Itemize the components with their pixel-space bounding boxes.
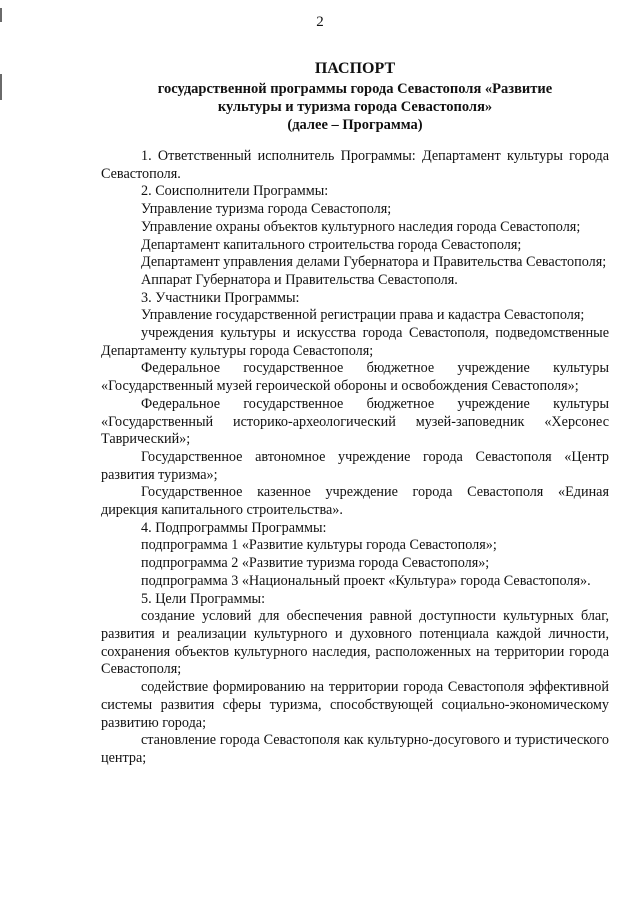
body-paragraph: создание условий для обеспечения равной доступности культурных благ, развития и реализации культурного и духовного потенциала каждой личности, сохранения объектов культурного наследия, расположенных на территории города Севастополя; xyxy=(101,608,609,678)
body-paragraph: учреждения культуры и искусства города Севастополя, подведомственные Департаменту культуры города Севастополя; xyxy=(101,325,609,359)
document-title: ПАСПОРТ xyxy=(314,60,396,77)
section-heading-paragraph: 5. Цели Программы: xyxy=(141,590,266,607)
body-paragraph: подпрограмма 3 «Национальный проект «Культура» города Севастополя». xyxy=(141,572,591,589)
body-paragraph: подпрограмма 1 «Развитие культуры города Севастополя»; xyxy=(141,537,497,554)
section-heading-paragraph: 1. Ответственный исполнитель Программы: Департамент культуры города Севастополя. xyxy=(101,148,609,182)
body-paragraph: Федеральное государственное бюджетное учреждение культуры «Государственный историко-археологический музей-заповедник «Херсонес Таврический»; xyxy=(101,395,609,448)
body-paragraph: Государственное казенное учреждение города Севастополя «Единая дирекция капитального строительства». xyxy=(101,484,609,519)
document-header xyxy=(100,60,610,134)
document-subtitle-line: (далее – Программа) xyxy=(287,117,423,133)
scan-edge-mark xyxy=(0,74,2,100)
body-paragraph: становление города Севастополя как культурно-досугового и туристического центра; xyxy=(101,732,609,766)
body-paragraph: Федеральное государственное бюджетное учреждение культуры «Государственный музей героической обороны и освобождения Севастополя»; xyxy=(101,360,609,395)
document-subtitle-line: государственной программы города Севастополя «Развитие xyxy=(157,81,553,97)
document-body xyxy=(101,148,609,768)
page-number: 2 xyxy=(316,14,324,30)
body-paragraph: Управление охраны объектов культурного наследия города Севастополя; xyxy=(141,218,581,235)
body-paragraph: Управление туризма города Севастополя; xyxy=(141,201,392,218)
section-heading-paragraph: 3. Участники Программы: xyxy=(141,289,300,306)
body-paragraph: подпрограмма 2 «Развитие туризма города Севастополя»; xyxy=(141,555,490,572)
body-paragraph: содействие формированию на территории города Севастополя эффективной системы развития сферы туризма, способствующей социально-экономическому развитию города; xyxy=(101,679,609,731)
body-paragraph: Аппарат Губернатора и Правительства Севастополя. xyxy=(141,271,458,288)
section-heading-paragraph: 4. Подпрограммы Программы: xyxy=(141,519,327,536)
body-paragraph: Департамент капитального строительства города Севастополя; xyxy=(141,236,522,253)
body-paragraph: Департамент управления делами Губернатора и Правительства Севастополя; xyxy=(141,254,607,271)
section-heading-paragraph: 2. Соисполнители Программы: xyxy=(141,183,329,200)
body-paragraph: Государственное автономное учреждение города Севастополя «Центр развития туризма»; xyxy=(101,448,609,483)
document-subtitle-line: культуры и туризма города Севастополя» xyxy=(217,99,493,115)
body-paragraph: Управление государственной регистрации права и кадастра Севастополя; xyxy=(141,307,585,324)
